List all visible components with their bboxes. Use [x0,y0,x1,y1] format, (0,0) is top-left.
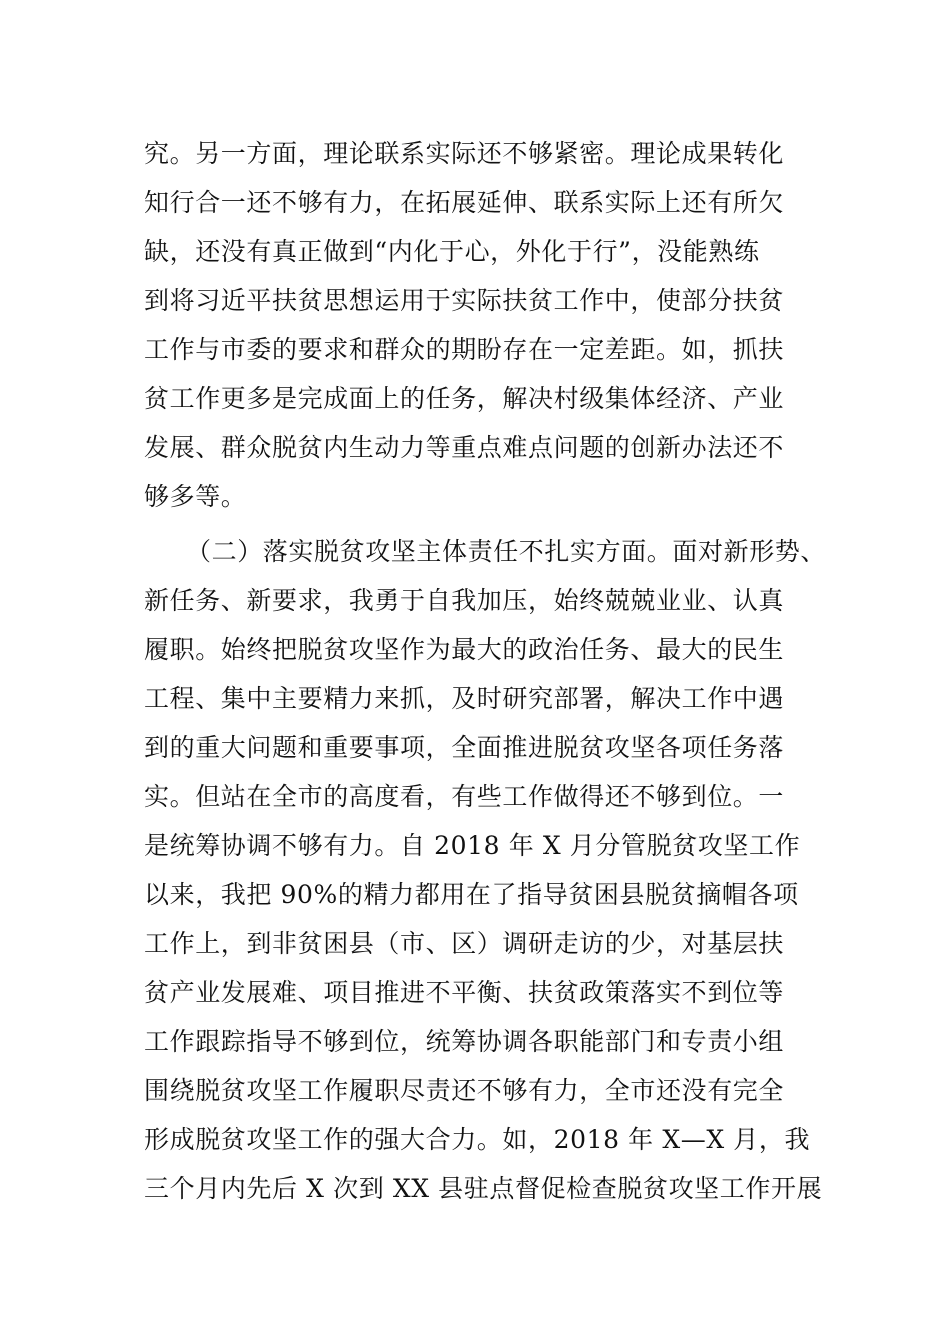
text-line: 贫工作更多是完成面上的任务，解决村级集体经济、产业 [144,384,785,413]
text-line: 贫产业发展难、项目推进不平衡、扶贫政策落实不到位等 [144,978,785,1007]
text-line: 发展、群众脱贫内生动力等重点难点问题的创新办法还不 [144,433,785,462]
text-line: 工作与市委的要求和群众的期盼存在一定差距。如，抓扶 [144,335,785,364]
text-line: 三个月内先后 X 次到 XX 县驻点督促检查脱贫攻坚工作开展 [144,1174,823,1203]
text-line: 围绕脱贫攻坚工作履职尽责还不够有力，全市还没有完全 [144,1076,785,1105]
text-line: 到的重大问题和重要事项，全面推进脱贫攻坚各项任务落 [144,733,785,762]
text-line: 工作上，到非贫困县（市、区）调研走访的少，对基层扶 [144,929,785,958]
text-line: 够多等。 [144,482,247,511]
text-line: 到将习近平扶贫思想运用于实际扶贫工作中，使部分扶贫 [144,286,785,315]
text-line: 工作跟踪指导不够到位，统筹协调各职能部门和专责小组 [144,1027,785,1056]
text-line: 新任务、新要求，我勇于自我加压，始终兢兢业业、认真 [144,586,785,615]
text-line: 工程、集中主要精力来抓，及时研究部署，解决工作中遇 [144,684,785,713]
text-line: 形成脱贫攻坚工作的强大合力。如，2018 年 X—X 月，我 [144,1125,811,1154]
section-heading-line: （二）落实脱贫攻坚主体责任不扎实方面。面对新形势、 [186,537,827,566]
text-line: 缺，还没有真正做到“内化于心，外化于行”，没能熟练 [144,237,760,266]
text-line: 究。另一方面，理论联系实际还不够紧密。理论成果转化 [144,139,785,168]
text-line: 知行合一还不够有力，在拓展延伸、联系实际上还有所欠 [144,188,785,217]
text-line: 以来，我把 90%的精力都用在了指导贫困县脱贫摘帽各项 [144,880,799,909]
text-line: 实。但站在全市的高度看，有些工作做得还不够到位。一 [144,782,785,811]
text-line: 履职。始终把脱贫攻坚作为最大的政治任务、最大的民生 [144,635,785,664]
text-line: 是统筹协调不够有力。自 2018 年 X 月分管脱贫攻坚工作 [144,831,801,860]
